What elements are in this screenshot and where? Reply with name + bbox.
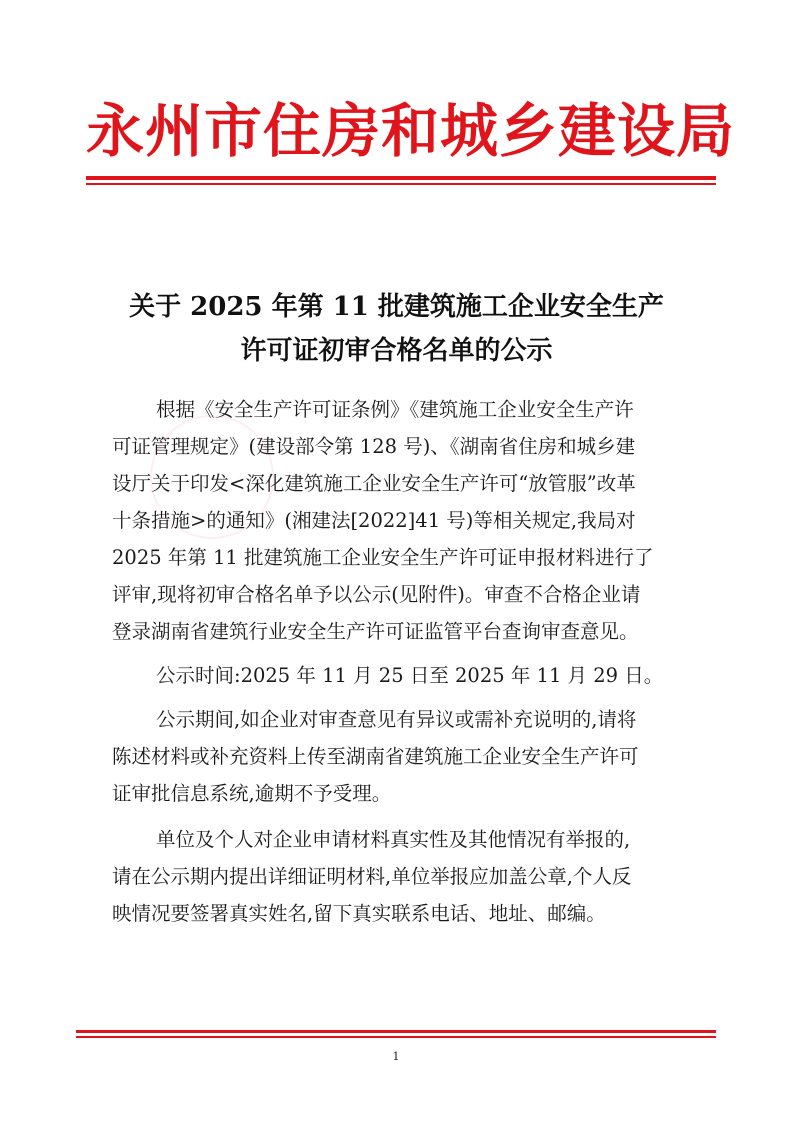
- footer-rule-thin: [76, 1036, 716, 1038]
- paragraph-3-line: 陈述材料或补充资料上传至湖南省建筑施工企业安全生产许可: [112, 745, 639, 768]
- paragraph-1-line: 评审,现将初审合格名单予以公示(见附件)。审查不合格企业请: [112, 583, 641, 606]
- agency-letterhead: 永州市住房和城乡建设局: [86, 97, 736, 165]
- paragraph-1-line: 设厅关于印发<深化建筑施工企业安全生产许可“放管服”改革: [112, 472, 636, 495]
- letterhead-rule-thick: [86, 176, 716, 180]
- paragraph-3-line: 公示期间,如企业对审查意见有异议或需补充说明的,请将: [156, 708, 637, 731]
- paragraph-3-line: 证审批信息系统,逾期不予受理。: [112, 782, 392, 805]
- notice-title-line-2: 许可证初审合格名单的公示: [240, 336, 553, 366]
- paragraph-1-line: 十条措施>的通知》(湘建法[2022]41 号)等相关规定,我局对: [112, 509, 636, 532]
- paragraph-1-line: 根据《安全生产许可证条例》《建筑施工企业安全生产许: [156, 398, 634, 421]
- footer-rule-thick: [76, 1030, 716, 1033]
- paragraph-1-line: 可证管理规定》(建设部令第 128 号)、《湖南省住房和城乡建: [112, 435, 636, 458]
- paragraph-4-line: 请在公示期内提出详细证明材料,单位举报应加盖公章,个人反: [112, 865, 632, 888]
- paragraph-1-line: 2025 年第 11 批建筑施工企业安全生产许可证申报材料进行了: [112, 546, 654, 569]
- paragraph-4-line: 映情况要签署真实姓名,留下真实联系电话、地址、邮编。: [112, 902, 606, 925]
- letterhead-rule-thin: [86, 183, 716, 185]
- paragraph-1-line: 登录湖南省建筑行业安全生产许可证监管平台查询审查意见。: [112, 620, 639, 643]
- page-number: 1: [392, 1050, 400, 1063]
- paragraph-4-line: 单位及个人对企业申请材料真实性及其他情况有举报的,: [156, 828, 631, 851]
- notice-title-line-1: 关于 2025 年第 11 批建筑施工企业安全生产: [129, 292, 664, 322]
- publicity-period-line: 公示时间:2025 年 11 月 25 日至 2025 年 11 月 29 日。: [156, 664, 664, 687]
